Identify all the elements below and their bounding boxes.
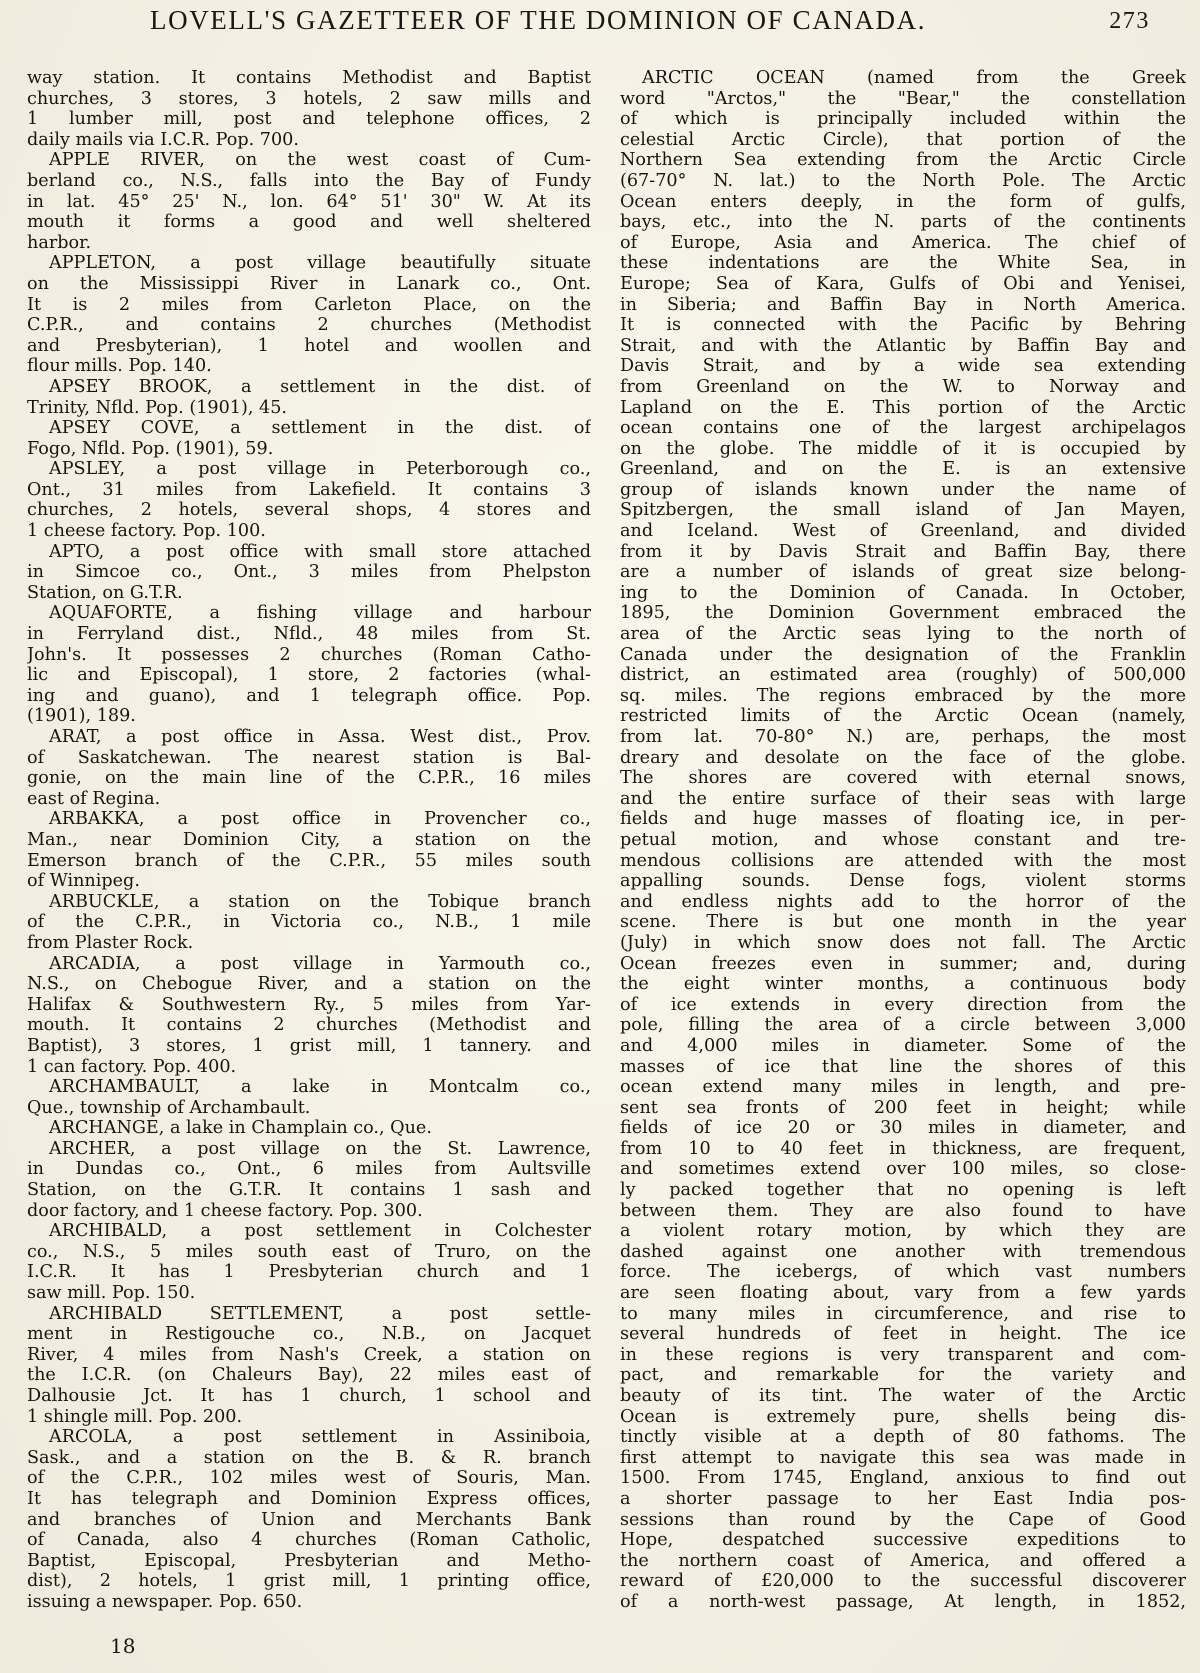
text-line: ocean extend many miles in length, and pre- (620, 1077, 1186, 1098)
text-line: group of islands known under the name of (620, 479, 1186, 500)
text-line: dashed against one another with tremendous (620, 1241, 1186, 1262)
text-line: APSLEY, a post village in Peterborough co., (49, 459, 591, 480)
text-line: Hope, despatched successive expeditions to (620, 1530, 1186, 1551)
text-line: in lat. 45° 25' N., lon. 64° 51' 30" W. At its (27, 191, 591, 212)
text-line: ARCHANGE, a lake in Champlain co., Que. (49, 1118, 432, 1139)
text-line: of a north-west passage, At length, in 1852, (620, 1591, 1186, 1612)
text-line: tinctly visible at a depth of 80 fathoms. The (620, 1427, 1186, 1448)
text-line: Trinity, Nfld. Pop. (1901), 45. (27, 397, 287, 418)
text-line: Davis Strait, and by a wide sea extending (620, 356, 1186, 377)
text-line: from Greenland on the W. to Norway and (620, 376, 1186, 397)
text-line: Emerson branch of the C.P.R., 55 miles south (27, 850, 591, 871)
text-line: It has telegraph and Dominion Express offices, (27, 1488, 591, 1509)
text-line: gonie, on the main line of the C.P.R., 16 miles (27, 768, 591, 789)
text-line: ARBUCKLE, a station on the Tobique branch (49, 891, 591, 912)
text-line: area of the Arctic seas lying to the north of (620, 624, 1186, 645)
text-line: and 4,000 miles in diameter. Some of the (620, 1035, 1186, 1056)
text-line: Ont., 31 miles from Lakefield. It contains 3 (27, 479, 591, 500)
text-line: sent sea fronts of 200 feet in height; while (620, 1097, 1186, 1118)
text-line: pole, filling the area of a circle between 3,000 (620, 1015, 1186, 1036)
text-line: ing to the Dominion of Canada. In October, (620, 582, 1186, 603)
text-line: Europe; Sea of Kara, Gulfs of Obi and Yenisei, (620, 273, 1186, 294)
text-line: of Europe, Asia and America. The chief of (620, 232, 1186, 253)
text-line: the northern coast of America, and offered a (620, 1550, 1186, 1571)
text-line: 1 can factory. Pop. 400. (27, 1056, 237, 1077)
text-line: word "Arctos," the "Bear," the constellation (620, 88, 1186, 109)
text-line: issuing a newspaper. Pop. 650. (27, 1591, 303, 1612)
text-line: ARBAKKA, a post office in Provencher co., (49, 809, 591, 830)
text-line: River, 4 miles from Nash's Creek, a station on (27, 1344, 591, 1365)
left-column (27, 68, 591, 1613)
text-line: mouth it forms a good and well sheltered (27, 212, 591, 233)
page-title: LOVELL'S GAZETTEER OF THE DOMINION OF CANADA. (150, 5, 927, 35)
text-line: flour mills. Pop. 140. (27, 356, 212, 377)
text-line: are seen floating about, vary from a few yards (620, 1283, 1186, 1304)
text-line: Strait, and with the Atlantic by Baffin Bay and (620, 335, 1186, 356)
text-line: Dalhousie Jct. It has 1 church, 1 school and (27, 1386, 591, 1406)
text-line: Baptist, Episcopal, Presbyterian and Metho- (27, 1550, 591, 1571)
text-line: Fogo, Nfld. Pop. (1901), 59. (27, 438, 274, 459)
text-line: Canada under the designation of the Franklin (620, 644, 1186, 665)
text-line: Station, on G.T.R. (27, 582, 183, 603)
text-line: harbor. (27, 232, 92, 253)
text-line: ocean contains one of the largest archipelagos (620, 418, 1186, 439)
text-line: APSEY BROOK, a settlement in the dist. of (49, 376, 591, 397)
text-line: (67-70° N. lat.) to the North Pole. The Arctic (620, 170, 1186, 191)
text-line: (1901), 189. (27, 706, 136, 727)
text-line: Baptist), 3 stores, 1 grist mill, 1 tannery. and (27, 1035, 591, 1056)
text-line: Station, on the G.T.R. It contains 1 sash and (27, 1180, 591, 1201)
text-line: in Dundas co., Ont., 6 miles from Aultsville (27, 1159, 591, 1180)
text-line: 1 shingle mill. Pop. 200. (27, 1406, 243, 1427)
text-line: pact, and remarkable for the variety and (620, 1365, 1186, 1386)
text-line: these indentations are the White Sea, in (620, 253, 1186, 274)
text-line: ARCHIBALD SETTLEMENT, a post settle- (49, 1303, 591, 1324)
text-line: It is 2 miles from Carleton Place, on the (27, 294, 591, 315)
text-line: of Canada, also 4 churches (Roman Catholic, (27, 1530, 591, 1551)
text-line: lic and Episcopal), 1 store, 2 factories (whal- (27, 665, 591, 686)
text-line: and the entire surface of their seas with large (620, 788, 1186, 809)
text-line: daily mails via I.C.R. Pop. 700. (27, 129, 299, 150)
text-line: east of Regina. (27, 788, 161, 809)
text-line: and Presbyterian), 1 hotel and woollen and (27, 335, 591, 356)
text-line: reward of £20,000 to the successful discoverer (620, 1571, 1186, 1592)
text-line: in Siberia; and Baffin Bay in North America. (620, 294, 1186, 315)
text-line: Halifax & Southwestern Ry., 5 miles from Yar- (27, 994, 591, 1015)
text-line: 1 lumber mill, post and telephone offices, 2 (27, 109, 591, 130)
text-line: Que., township of Archambault. (27, 1097, 311, 1118)
text-line: of the C.P.R., in Victoria co., N.B., 1 mile (27, 912, 591, 933)
text-line: APPLETON, a post village beautifully situate (49, 253, 591, 274)
text-line: from 10 to 40 feet in thickness, are frequent, (620, 1138, 1186, 1159)
text-line: ment in Restigouche co., N.B., on Jacquet (27, 1324, 591, 1345)
text-line: It is connected with the Pacific by Behring (620, 315, 1186, 336)
text-line: and Iceland. West of Greenland, and divided (620, 521, 1186, 542)
text-line: petual motion, and whose constant and tre- (620, 829, 1186, 850)
text-line: first attempt to navigate this sea was made in (620, 1447, 1186, 1468)
text-line: Spitzbergen, the small island of Jan Mayen, (620, 500, 1186, 521)
text-line: N.S., on Chebogue River, and a station on the (27, 974, 591, 995)
text-line: Ocean freezes even in summer; and, during (620, 953, 1186, 974)
text-line: on the globe. The middle of it is occupied by (620, 438, 1186, 459)
text-line: in Ferryland dist., Nfld., 48 miles from St. (27, 624, 591, 645)
text-line: APSEY COVE, a settlement in the dist. of (49, 418, 591, 439)
text-line: churches, 2 hotels, several shops, 4 stores and (27, 500, 591, 521)
text-line: district, an estimated area (roughly) of 500,000 (620, 665, 1186, 686)
text-line: 1500. From 1745, England, anxious to find out (620, 1468, 1186, 1489)
text-line: on the Mississippi River in Lanark co., Ont. (27, 273, 591, 294)
text-line: Lapland on the E. This portion of the Arctic (620, 397, 1186, 418)
text-line: sessions than round by the Cape of Good (620, 1509, 1186, 1530)
text-line: celestial Arctic Circle), that portion of the (620, 129, 1186, 150)
text-line: Man., near Dominion City, a station on the (27, 829, 591, 850)
text-line: ly packed together that no opening is left (620, 1180, 1186, 1201)
text-line: ARCADIA, a post village in Yarmouth co., (49, 953, 591, 974)
text-line: Ocean enters deeply, in the form of gulfs, (620, 191, 1186, 212)
text-line: fields of ice 20 or 30 miles in diameter, and (620, 1118, 1186, 1139)
text-line: several hundreds of feet in height. The ice (620, 1324, 1186, 1345)
text-line: in these regions is very transparent and com- (620, 1344, 1186, 1365)
printer-signature-mark: 18 (110, 1634, 136, 1658)
text-line: ing and guano), and 1 telegraph office. Pop. (27, 685, 591, 706)
text-line: between them. They are also found to have (620, 1200, 1186, 1221)
text-line: AQUAFORTE, a fishing village and harbour (49, 603, 591, 624)
text-line: (July) in which snow does not fall. The Arctic (620, 932, 1186, 953)
text-line: and sometimes extend over 100 miles, so close- (620, 1159, 1186, 1180)
text-line: a violent rotary motion, by which they are (620, 1221, 1186, 1242)
text-line: mouth. It contains 2 churches (Methodist and (27, 1015, 591, 1036)
text-line: the I.C.R. (on Chaleurs Bay), 22 miles east of (27, 1365, 591, 1386)
text-line: dist), 2 hotels, 1 grist mill, 1 printing office, (27, 1571, 591, 1592)
text-line: of ice extends in every direction from the (620, 994, 1186, 1015)
text-line: force. The icebergs, of which vast numbers (620, 1262, 1186, 1283)
text-line: and branches of Union and Merchants Bank (27, 1509, 591, 1530)
text-line: fields and huge masses of floating ice, in per- (620, 809, 1186, 830)
text-line: 1895, the Dominion Government embraced the (620, 603, 1186, 624)
text-line: of the C.P.R., 102 miles west of Souris, Man. (27, 1468, 591, 1489)
text-line: bays, etc., into the N. parts of the continents (620, 212, 1186, 233)
text-line: ARCHER, a post village on the St. Lawrence, (49, 1138, 591, 1159)
text-line: APTO, a post office with small store attached (49, 541, 591, 562)
text-line: and endless nights add to the horror of the (620, 891, 1186, 912)
text-line: C.P.R., and contains 2 churches (Methodist (27, 315, 591, 336)
text-line: masses of ice that line the shores of this (620, 1056, 1186, 1077)
right-column (620, 68, 1186, 1613)
text-line: berland co., N.S., falls into the Bay of Fundy (27, 170, 591, 191)
text-line: appalling sounds. Dense fogs, violent storms (620, 871, 1186, 892)
text-line: saw mill. Pop. 150. (27, 1283, 196, 1304)
text-line: way station. It contains Methodist and Baptist (27, 68, 591, 88)
text-line: door factory, and 1 cheese factory. Pop. 300. (27, 1200, 423, 1221)
text-line: in Simcoe co., Ont., 3 miles from Phelpston (27, 562, 591, 583)
text-line: sq. miles. The regions embraced by the more (620, 685, 1186, 706)
text-line: Sask., and a station on the B. & R. branch (27, 1447, 591, 1468)
text-line: 1 cheese factory. Pop. 100. (27, 521, 266, 542)
text-line: are a number of islands of great size belong- (620, 562, 1186, 583)
text-line: beauty of its tint. The water of the Arctic (620, 1386, 1186, 1406)
text-line: ARCOLA, a post settlement in Assiniboia, (49, 1427, 591, 1448)
running-head (150, 5, 1180, 43)
text-line: ARCTIC OCEAN (named from the Greek (642, 68, 1186, 88)
text-line: to many miles in circumference, and rise to (620, 1303, 1186, 1324)
text-line: ARAT, a post office in Assa. West dist., Prov. (49, 727, 591, 747)
text-line: scene. There is but one month in the year (620, 912, 1186, 933)
text-line: restricted limits of the Arctic Ocean (namely, (620, 706, 1186, 727)
text-line: ARCHIBALD, a post settlement in Colchester (49, 1221, 591, 1242)
text-line: a shorter passage to her East India pos- (620, 1488, 1186, 1509)
text-line: mendous collisions are attended with the most (620, 850, 1186, 871)
text-line: Greenland, and on the E. is an extensive (620, 459, 1186, 480)
text-line: of Winnipeg. (27, 871, 140, 892)
text-line: ARCHAMBAULT, a lake in Montcalm co., (49, 1077, 591, 1098)
text-line: dreary and desolate on the face of the globe. (620, 747, 1186, 768)
text-line: Northern Sea extending from the Arctic Circle (620, 150, 1186, 171)
text-line: I.C.R. It has 1 Presbyterian church and 1 (27, 1262, 591, 1283)
text-line: John's. It possesses 2 churches (Roman Catho- (27, 644, 591, 665)
text-line: of Saskatchewan. The nearest station is Bal- (27, 747, 591, 768)
text-line: co., N.S., 5 miles south east of Truro, on the (27, 1241, 591, 1262)
text-line: from lat. 70-80° N.) are, perhaps, the most (620, 727, 1186, 747)
text-line: The shores are covered with eternal snows, (620, 768, 1186, 789)
text-line: of which is principally included within the (620, 109, 1186, 130)
text-line: churches, 3 stores, 3 hotels, 2 saw mills and (27, 88, 591, 109)
text-line: from it by Davis Strait and Baffin Bay, there (620, 541, 1186, 562)
text-line: from Plaster Rock. (27, 932, 194, 953)
text-line: APPLE RIVER, on the west coast of Cum- (49, 150, 591, 171)
text-line: Ocean is extremely pure, shells being dis- (620, 1406, 1186, 1427)
page-number: 273 (1109, 8, 1150, 34)
text-line: the eight winter months, a continuous body (620, 974, 1186, 995)
